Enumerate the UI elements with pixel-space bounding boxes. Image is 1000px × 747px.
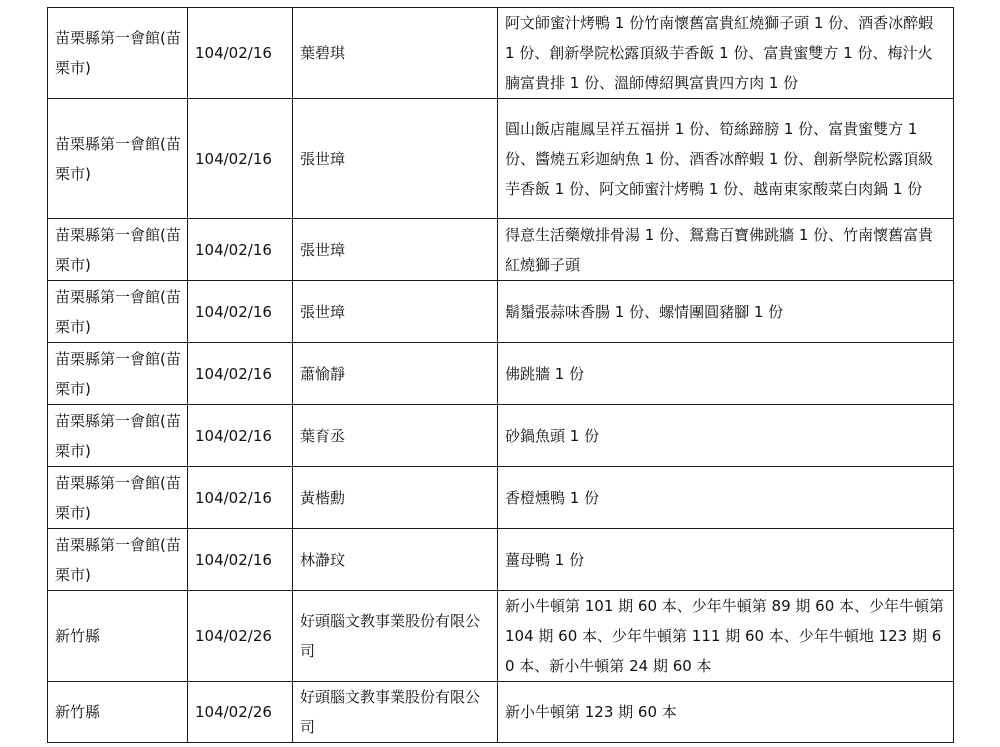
date-cell: 104/02/16 [188, 8, 293, 99]
location-cell: 苗栗縣第一會館(苗栗市) [48, 405, 188, 467]
items-cell: 薑母鴨 1 份 [498, 529, 954, 591]
items-cell: 圓山飯店龍鳳呈祥五福拼 1 份、筍絲蹄膀 1 份、富貴蜜雙方 1 份、醬燒五彩迦納魚 1 份、酒香冰醉蝦 1 份、創新學院松露頂級芋香飯 1 份、阿文師蜜汁烤鴨 1 份、越南東家酸菜白肉鍋 1 份 [498, 99, 954, 219]
location-cell: 苗栗縣第一會館(苗栗市) [48, 467, 188, 529]
recipient-cell: 好頭腦文教事業股份有限公司 [293, 591, 498, 682]
recipient-cell: 葉育丞 [293, 405, 498, 467]
date-cell: 104/02/16 [188, 281, 293, 343]
table-row [48, 405, 954, 467]
location-cell: 苗栗縣第一會館(苗栗市) [48, 529, 188, 591]
records-table [47, 7, 954, 743]
table-row [48, 281, 954, 343]
recipient-cell: 張世璋 [293, 99, 498, 219]
recipient-cell: 黃楷勳 [293, 467, 498, 529]
items-cell: 佛跳牆 1 份 [498, 343, 954, 405]
recipient-cell: 張世璋 [293, 281, 498, 343]
date-cell: 104/02/16 [188, 343, 293, 405]
table-row [48, 467, 954, 529]
table-row [48, 682, 954, 743]
date-cell: 104/02/16 [188, 99, 293, 219]
location-cell: 苗栗縣第一會館(苗栗市) [48, 219, 188, 281]
recipient-cell: 林瀞玟 [293, 529, 498, 591]
items-cell: 阿文師蜜汁烤鴨 1 份竹南懷舊富貴紅燒獅子頭 1 份、酒香冰醉蝦 1 份、創新學院松露頂級芋香飯 1 份、富貴蜜雙方 1 份、梅汁火腩富貴排 1 份、溫師傅紹興富貴四方肉 1 份 [498, 8, 954, 99]
date-cell: 104/02/26 [188, 682, 293, 743]
table-row [48, 529, 954, 591]
recipient-cell: 好頭腦文教事業股份有限公司 [293, 682, 498, 743]
date-cell: 104/02/16 [188, 405, 293, 467]
items-cell: 砂鍋魚頭 1 份 [498, 405, 954, 467]
date-cell: 104/02/16 [188, 219, 293, 281]
date-cell: 104/02/16 [188, 467, 293, 529]
location-cell: 苗栗縣第一會館(苗栗市) [48, 99, 188, 219]
table-row [48, 343, 954, 405]
location-cell: 新竹縣 [48, 591, 188, 682]
table-row [48, 219, 954, 281]
location-cell: 苗栗縣第一會館(苗栗市) [48, 8, 188, 99]
items-cell: 新小牛頓第 101 期 60 本、少年牛頓第 89 期 60 本、少年牛頓第 104 期 60 本、少年牛頓第 111 期 60 本、少年牛頓地 123 期 60 本、新小牛頓第 24 期 60 本 [498, 591, 954, 682]
table-row [48, 591, 954, 682]
table-row [48, 8, 954, 99]
items-cell: 香橙燻鴨 1 份 [498, 467, 954, 529]
location-cell: 苗栗縣第一會館(苗栗市) [48, 281, 188, 343]
items-cell: 得意生活藥燉排骨湯 1 份、鴛鴦百寶佛跳牆 1 份、竹南懷舊富貴紅燒獅子頭 [498, 219, 954, 281]
items-cell: 新小牛頓第 123 期 60 本 [498, 682, 954, 743]
table-row [48, 99, 954, 219]
recipient-cell: 葉碧琪 [293, 8, 498, 99]
items-cell: 鬍鬚張蒜味香腸 1 份、螺情團圓豬腳 1 份 [498, 281, 954, 343]
location-cell: 苗栗縣第一會館(苗栗市) [48, 343, 188, 405]
date-cell: 104/02/16 [188, 529, 293, 591]
date-cell: 104/02/26 [188, 591, 293, 682]
recipient-cell: 蕭愉靜 [293, 343, 498, 405]
location-cell: 新竹縣 [48, 682, 188, 743]
recipient-cell: 張世璋 [293, 219, 498, 281]
